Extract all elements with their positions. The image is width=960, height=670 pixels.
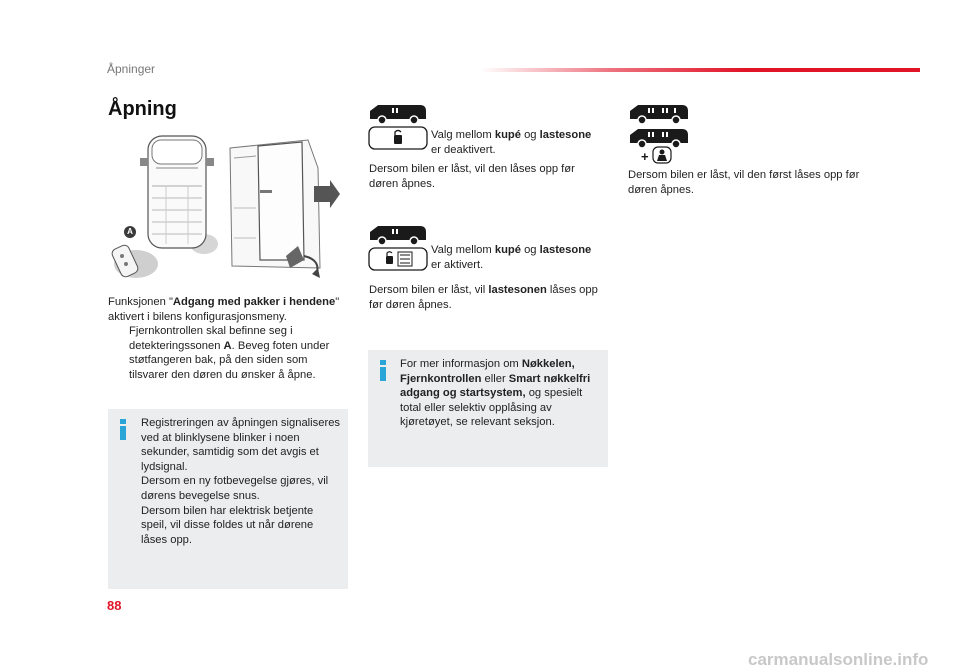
- option-deactivated-description: Dersom bilen er låst, vil den låses opp før døren åpnes.: [369, 163, 575, 190]
- plus-sign: +: [641, 149, 649, 164]
- lock-all-icon: [368, 126, 428, 155]
- intro-text-1: Funksjonen ": [108, 296, 173, 308]
- bullet-text-2: . Beveg foten under støtfangeren bak, på den siden som tilsvarer den døren du ønsker å åpne.: [129, 339, 330, 381]
- intro-paragraph: [108, 295, 348, 324]
- option-activated-text: [431, 243, 611, 272]
- lock-zones-icon: [368, 247, 428, 276]
- kick-sensor-illustration: [108, 128, 340, 284]
- opt1-lastesone: lastesone: [539, 129, 592, 141]
- opt2-text-c: og: [520, 244, 540, 256]
- info-more-key: Nøkkelen, Fjernkontrollen: [400, 358, 575, 385]
- right-description: Dersom bilen er låst, vil den først låses opp før døren åpnes.: [628, 169, 860, 196]
- bullet-text-1: Fjernkontrollen skal befinne seg i detekteringssonen: [129, 325, 293, 352]
- page-title: Åpning: [108, 98, 177, 120]
- opt2-desc-lastesonen: lastesonen: [488, 284, 547, 296]
- info-more-c: eller: [481, 372, 509, 385]
- opt2-text-a: Valg mellom: [431, 244, 495, 256]
- person-lock-icon: [652, 146, 672, 169]
- section-header-label: Åpninger: [107, 62, 156, 76]
- opt1-text-a: Valg mellom: [431, 129, 495, 141]
- opt1-kupe: kupé: [494, 129, 521, 141]
- opt1-status: er deaktivert.: [431, 143, 496, 156]
- info-more-e: og spesielt total eller selektiv opplåsing av kjøretøyet, se relevant seksjon.: [400, 387, 583, 429]
- opt2-desc-a: Dersom bilen er låst, vil: [369, 284, 489, 296]
- info-text-registration: Registreringen av åpningen signaliseres ved at blinklysene blinker i noen sekunder, samtidig som det avgis et lydsignal. Dersom en ny fotbevegelse gjøres, vil dørens bevegelse snus. Dersom bilen har elektrisk betjente speil, vil disse foldes ut når dørene låses opp.: [141, 417, 341, 546]
- watermark: carmanualsonline.info: [748, 650, 929, 669]
- zone-a-label: A: [127, 227, 133, 236]
- opt2-status: er aktivert.: [431, 258, 484, 271]
- bullet-zone-ref: A: [223, 339, 232, 352]
- info-icon: [118, 419, 128, 440]
- opt1-text-c: og: [520, 129, 540, 141]
- intro-text-2: " aktivert i bilens konfigurasjonsmeny.: [108, 296, 340, 323]
- page-number: 88: [107, 598, 122, 613]
- option-activated-description: [369, 283, 604, 312]
- info-text-more: [400, 357, 600, 430]
- header-accent-bar: [480, 68, 920, 72]
- bullet-paragraph: [129, 324, 347, 382]
- info-more-a: For mer informasjon om: [400, 358, 522, 370]
- opt2-desc-c: låses opp før døren åpnes.: [369, 284, 598, 311]
- info-box-more-info: [368, 350, 608, 467]
- info-more-smart: Smart nøkkelfri adgang og startsystem,: [400, 372, 591, 400]
- intro-feature-name: Adgang med pakker i hendene: [172, 296, 336, 308]
- option-deactivated-text: [431, 128, 611, 157]
- opt2-kupe: kupé: [494, 244, 521, 256]
- info-icon-2: [378, 360, 388, 381]
- info-box-registration: [108, 409, 348, 589]
- opt2-lastesone: lastesone: [539, 244, 592, 256]
